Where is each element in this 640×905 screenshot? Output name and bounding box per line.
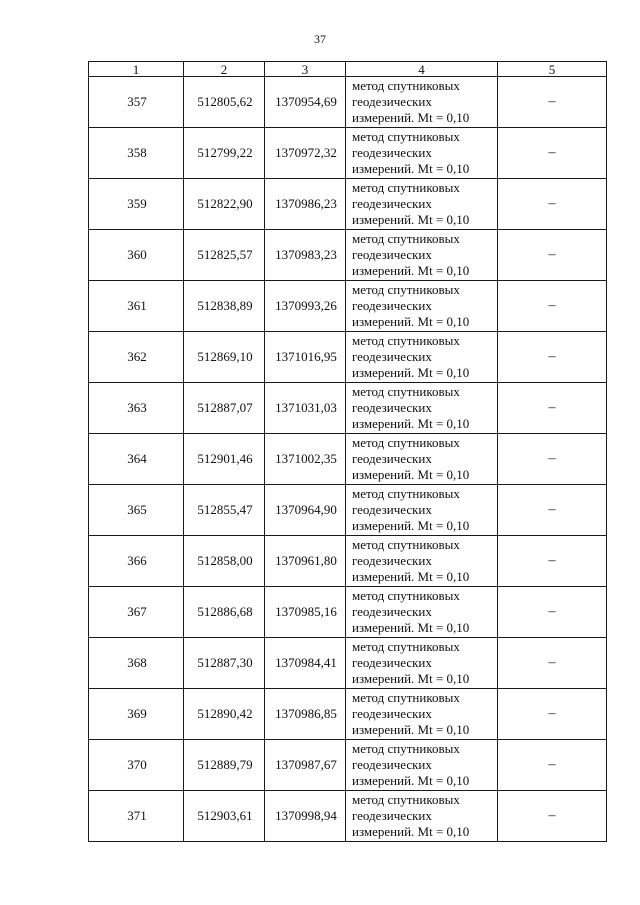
table-row bbox=[89, 332, 607, 383]
page-number: 37 bbox=[314, 32, 326, 46]
method-text-line: измерений. Mt = 0,10 bbox=[352, 365, 470, 380]
point-number-cell: 367 bbox=[89, 587, 184, 638]
point-number-cell: 358 bbox=[89, 128, 184, 179]
method-text-line: измерений. Mt = 0,10 bbox=[352, 263, 470, 278]
method-cell bbox=[346, 638, 498, 689]
method-text-line: измерений. Mt = 0,10 bbox=[352, 416, 470, 431]
y-coordinate-cell: 1370993,26 bbox=[265, 281, 346, 332]
method-text-line: метод спутниковых bbox=[352, 129, 460, 144]
note-cell: – bbox=[498, 179, 607, 230]
method-text-line: геодезических bbox=[352, 451, 432, 466]
point-number-cell: 366 bbox=[89, 536, 184, 587]
y-coordinate-cell: 1370961,80 bbox=[265, 536, 346, 587]
method-text-line: измерений. Mt = 0,10 bbox=[352, 467, 470, 482]
x-coordinate-cell: 512887,30 bbox=[184, 638, 265, 689]
column-header-1: 1 bbox=[89, 62, 184, 77]
point-number-cell: 365 bbox=[89, 485, 184, 536]
coordinates-table bbox=[88, 61, 607, 842]
table-row bbox=[89, 383, 607, 434]
point-number-cell: 369 bbox=[89, 689, 184, 740]
table-row bbox=[89, 485, 607, 536]
table-body bbox=[89, 77, 607, 842]
note-cell: – bbox=[498, 281, 607, 332]
x-coordinate-cell: 512858,00 bbox=[184, 536, 265, 587]
x-coordinate-cell: 512805,62 bbox=[184, 77, 265, 128]
method-text-line: измерений. Mt = 0,10 bbox=[352, 671, 470, 686]
method-text-line: метод спутниковых bbox=[352, 333, 460, 348]
x-coordinate-cell: 512887,07 bbox=[184, 383, 265, 434]
method-text-line: измерений. Mt = 0,10 bbox=[352, 314, 470, 329]
method-cell bbox=[346, 485, 498, 536]
method-text-line: измерений. Mt = 0,10 bbox=[352, 518, 470, 533]
note-cell: – bbox=[498, 689, 607, 740]
table-row bbox=[89, 587, 607, 638]
point-number-cell: 357 bbox=[89, 77, 184, 128]
note-cell: – bbox=[498, 485, 607, 536]
note-cell: – bbox=[498, 536, 607, 587]
table-row bbox=[89, 689, 607, 740]
method-text-line: геодезических bbox=[352, 757, 432, 772]
note-cell: – bbox=[498, 383, 607, 434]
method-text-line: измерений. Mt = 0,10 bbox=[352, 722, 470, 737]
note-cell: – bbox=[498, 332, 607, 383]
table-row bbox=[89, 434, 607, 485]
method-text-line: метод спутниковых bbox=[352, 384, 460, 399]
table-header-row bbox=[89, 62, 607, 77]
y-coordinate-cell: 1370986,23 bbox=[265, 179, 346, 230]
note-cell: – bbox=[498, 587, 607, 638]
method-text-line: измерений. Mt = 0,10 bbox=[352, 620, 470, 635]
note-cell: – bbox=[498, 791, 607, 842]
y-coordinate-cell: 1370964,90 bbox=[265, 485, 346, 536]
method-cell bbox=[346, 230, 498, 281]
y-coordinate-cell: 1370954,69 bbox=[265, 77, 346, 128]
y-coordinate-cell: 1370983,23 bbox=[265, 230, 346, 281]
method-text-line: геодезических bbox=[352, 808, 432, 823]
x-coordinate-cell: 512799,22 bbox=[184, 128, 265, 179]
method-cell bbox=[346, 179, 498, 230]
method-text-line: измерений. Mt = 0,10 bbox=[352, 110, 470, 125]
method-cell bbox=[346, 791, 498, 842]
y-coordinate-cell: 1370985,16 bbox=[265, 587, 346, 638]
method-cell bbox=[346, 383, 498, 434]
note-cell: – bbox=[498, 230, 607, 281]
method-text-line: геодезических bbox=[352, 247, 432, 262]
point-number-cell: 359 bbox=[89, 179, 184, 230]
method-text-line: метод спутниковых bbox=[352, 588, 460, 603]
column-header-3: 3 bbox=[265, 62, 346, 77]
method-cell bbox=[346, 332, 498, 383]
method-cell bbox=[346, 587, 498, 638]
table-row bbox=[89, 77, 607, 128]
x-coordinate-cell: 512825,57 bbox=[184, 230, 265, 281]
method-text-line: измерений. Mt = 0,10 bbox=[352, 212, 470, 227]
y-coordinate-cell: 1371002,35 bbox=[265, 434, 346, 485]
table-row bbox=[89, 179, 607, 230]
method-text-line: геодезических bbox=[352, 298, 432, 313]
method-cell bbox=[346, 536, 498, 587]
method-text-line: измерений. Mt = 0,10 bbox=[352, 161, 470, 176]
method-text-line: метод спутниковых bbox=[352, 435, 460, 450]
point-number-cell: 371 bbox=[89, 791, 184, 842]
note-cell: – bbox=[498, 434, 607, 485]
method-text-line: геодезических bbox=[352, 655, 432, 670]
method-text-line: метод спутниковых bbox=[352, 639, 460, 654]
method-cell bbox=[346, 128, 498, 179]
method-text-line: метод спутниковых bbox=[352, 180, 460, 195]
table-row bbox=[89, 791, 607, 842]
x-coordinate-cell: 512890,42 bbox=[184, 689, 265, 740]
method-text-line: геодезических bbox=[352, 94, 432, 109]
x-coordinate-cell: 512838,89 bbox=[184, 281, 265, 332]
point-number-cell: 362 bbox=[89, 332, 184, 383]
note-cell: – bbox=[498, 128, 607, 179]
x-coordinate-cell: 512901,46 bbox=[184, 434, 265, 485]
method-text-line: метод спутниковых bbox=[352, 537, 460, 552]
method-text-line: геодезических bbox=[352, 553, 432, 568]
method-cell bbox=[346, 77, 498, 128]
method-text-line: геодезических bbox=[352, 502, 432, 517]
method-text-line: метод спутниковых bbox=[352, 78, 460, 93]
method-cell bbox=[346, 281, 498, 332]
method-text-line: измерений. Mt = 0,10 bbox=[352, 773, 470, 788]
y-coordinate-cell: 1370998,94 bbox=[265, 791, 346, 842]
column-header-5: 5 bbox=[498, 62, 607, 77]
y-coordinate-cell: 1370987,67 bbox=[265, 740, 346, 791]
column-header-2: 2 bbox=[184, 62, 265, 77]
x-coordinate-cell: 512889,79 bbox=[184, 740, 265, 791]
table-row bbox=[89, 536, 607, 587]
y-coordinate-cell: 1371016,95 bbox=[265, 332, 346, 383]
point-number-cell: 360 bbox=[89, 230, 184, 281]
x-coordinate-cell: 512869,10 bbox=[184, 332, 265, 383]
point-number-cell: 361 bbox=[89, 281, 184, 332]
table-row bbox=[89, 638, 607, 689]
method-text-line: измерений. Mt = 0,10 bbox=[352, 824, 470, 839]
point-number-cell: 364 bbox=[89, 434, 184, 485]
method-text-line: геодезических bbox=[352, 706, 432, 721]
y-coordinate-cell: 1370984,41 bbox=[265, 638, 346, 689]
point-number-cell: 368 bbox=[89, 638, 184, 689]
method-text-line: метод спутниковых bbox=[352, 792, 460, 807]
table-row bbox=[89, 740, 607, 791]
method-text-line: метод спутниковых bbox=[352, 741, 460, 756]
method-text-line: геодезических bbox=[352, 145, 432, 160]
point-number-cell: 363 bbox=[89, 383, 184, 434]
method-text-line: геодезических bbox=[352, 604, 432, 619]
table-row bbox=[89, 281, 607, 332]
table-row bbox=[89, 230, 607, 281]
note-cell: – bbox=[498, 77, 607, 128]
method-text-line: геодезических bbox=[352, 349, 432, 364]
method-cell bbox=[346, 689, 498, 740]
method-text-line: метод спутниковых bbox=[352, 231, 460, 246]
note-cell: – bbox=[498, 740, 607, 791]
method-cell bbox=[346, 434, 498, 485]
x-coordinate-cell: 512855,47 bbox=[184, 485, 265, 536]
y-coordinate-cell: 1370972,32 bbox=[265, 128, 346, 179]
method-text-line: измерений. Mt = 0,10 bbox=[352, 569, 470, 584]
point-number-cell: 370 bbox=[89, 740, 184, 791]
y-coordinate-cell: 1371031,03 bbox=[265, 383, 346, 434]
method-text-line: метод спутниковых bbox=[352, 486, 460, 501]
column-header-4: 4 bbox=[346, 62, 498, 77]
method-cell bbox=[346, 740, 498, 791]
x-coordinate-cell: 512822,90 bbox=[184, 179, 265, 230]
method-text-line: метод спутниковых bbox=[352, 690, 460, 705]
method-text-line: метод спутниковых bbox=[352, 282, 460, 297]
method-text-line: геодезических bbox=[352, 400, 432, 415]
y-coordinate-cell: 1370986,85 bbox=[265, 689, 346, 740]
x-coordinate-cell: 512903,61 bbox=[184, 791, 265, 842]
x-coordinate-cell: 512886,68 bbox=[184, 587, 265, 638]
table-row bbox=[89, 128, 607, 179]
note-cell: – bbox=[498, 638, 607, 689]
method-text-line: геодезических bbox=[352, 196, 432, 211]
